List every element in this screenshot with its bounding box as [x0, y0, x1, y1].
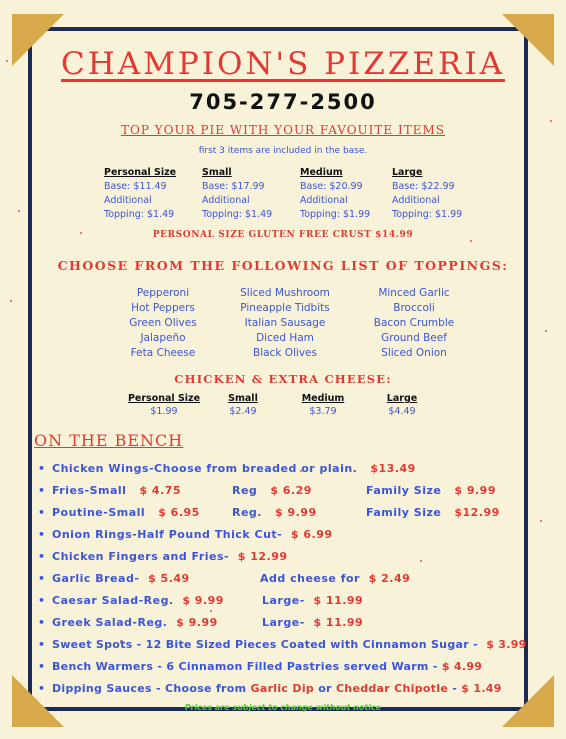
- item-label: Large-: [262, 616, 305, 629]
- item-price: $ 9.99: [454, 484, 496, 497]
- size-column-medium: [300, 166, 370, 222]
- fries-regular: [232, 484, 312, 497]
- chicken-size-price: $2.49: [229, 406, 257, 417]
- bullet-icon: •: [38, 484, 46, 497]
- bench-item-onion-rings: [38, 528, 333, 541]
- item-price: $ 6.95: [158, 506, 200, 519]
- item-price: $ 4.75: [139, 484, 182, 497]
- bench-item-dipping-sauces: [38, 682, 502, 695]
- bench-item-greek-salad: [38, 616, 218, 629]
- bench-item-poutine: [38, 506, 200, 519]
- item-price: $ 11.99: [313, 616, 364, 629]
- size-base-price: Base: $17.99: [202, 181, 265, 192]
- item-label: Reg: [232, 484, 258, 497]
- chicken-size-price: $3.79: [309, 406, 337, 417]
- bench-item-chicken-fingers: [38, 550, 288, 563]
- item-label: or: [318, 682, 332, 695]
- item-price: $ 9.99: [182, 594, 224, 607]
- topping-item: Sliced Onion: [381, 347, 447, 359]
- poutine-regular: [232, 506, 317, 519]
- bullet-icon: •: [38, 616, 46, 629]
- item-label: Chicken Fingers and Fries-: [52, 550, 230, 563]
- toppings-heading: CHOOSE FROM THE FOLLOWING LIST OF TOPPINGS:: [57, 258, 509, 273]
- item-price: $ 6.29: [270, 484, 312, 497]
- size-base-price: Base: $22.99: [392, 181, 455, 192]
- size-column-small: [202, 166, 272, 222]
- item-price: $ 4.99: [441, 660, 483, 673]
- topping-item: Hot Peppers: [131, 302, 195, 314]
- bullet-icon: •: [38, 528, 46, 541]
- size-topping-label: Additional: [300, 195, 348, 206]
- size-topping-price: Topping: $1.49: [202, 209, 273, 220]
- bench-item-sweet-spots: [38, 638, 527, 651]
- size-topping-price: Topping: $1.99: [300, 209, 371, 220]
- chicken-size-name: Small: [228, 393, 258, 404]
- item-price: $13.49: [370, 462, 416, 475]
- item-price: $ 3.99: [486, 638, 527, 651]
- topping-item: Minced Garlic: [378, 287, 450, 299]
- item-label: Dipping Sauces - Choose from: [52, 682, 247, 695]
- item-price: $ 9.99: [274, 506, 317, 519]
- bench-heading: ON THE BENCH: [34, 431, 184, 450]
- item-price: $ 5.49: [148, 572, 190, 585]
- item-label: -: [452, 682, 458, 695]
- size-column-large: [392, 166, 462, 222]
- size-topping-price: Topping: $1.49: [104, 209, 175, 220]
- topping-item: Diced Ham: [256, 332, 314, 344]
- bench-item-caesar-salad: [38, 594, 224, 607]
- chicken-size-price: $4.49: [388, 406, 416, 417]
- item-label: Chicken Wings-Choose from breaded or plain.: [52, 462, 358, 475]
- item-price: $ 1.49: [461, 682, 502, 695]
- bullet-icon: •: [38, 506, 46, 519]
- bullet-icon: •: [38, 462, 46, 475]
- topping-item: Pepperoni: [136, 287, 190, 299]
- item-label: Family Size: [366, 506, 442, 519]
- chicken-size-name: Personal Size: [127, 393, 201, 404]
- item-price: $ 9.99: [176, 616, 218, 629]
- bench-item-fries: [38, 484, 181, 497]
- sauce-option: Cheddar Chipotle: [335, 682, 449, 695]
- size-topping-price: Topping: $1.99: [392, 209, 463, 220]
- topping-item: Jalapeño: [140, 332, 186, 344]
- chicken-size-name: Medium: [301, 393, 345, 404]
- sauce-option: Garlic Dip: [250, 682, 315, 695]
- chicken-price-large: [380, 392, 424, 418]
- chicken-price-personal: [124, 392, 204, 418]
- base-note: first 3 items are included in the base.: [198, 146, 368, 156]
- item-price: $ 2.49: [368, 572, 411, 585]
- bullet-icon: •: [38, 550, 46, 563]
- bench-item-garlic-bread: [38, 572, 190, 585]
- chicken-size-name: Large: [386, 393, 418, 404]
- item-label: Sweet Spots - 12 Bite Sized Pieces Coated with Cinnamon Sugar -: [52, 638, 478, 651]
- toppings-column-3: [362, 286, 466, 361]
- item-label: Onion Rings-Half Pound Thick Cut-: [52, 528, 283, 541]
- topping-item: Bacon Crumble: [373, 317, 455, 329]
- topping-item: Sliced Mushroom: [240, 287, 330, 299]
- bench-item-bench-warmers: [38, 660, 482, 673]
- item-label: Large-: [262, 594, 305, 607]
- poutine-family: [366, 506, 500, 519]
- gluten-free-crust: PERSONAL SIZE GLUTEN FREE CRUST $14.99: [152, 230, 414, 240]
- toppings-subtitle: TOP YOUR PIE WITH YOUR FAVOUITE ITEMS: [120, 123, 445, 137]
- size-topping-label: Additional: [392, 195, 440, 206]
- topping-item: Broccoli: [393, 302, 435, 314]
- toppings-column-1: [112, 286, 214, 361]
- size-base-price: Base: $20.99: [300, 181, 363, 192]
- size-column-personal: [104, 166, 176, 222]
- bullet-icon: •: [38, 682, 46, 695]
- bullet-icon: •: [38, 660, 46, 673]
- topping-item: Feta Cheese: [130, 347, 196, 359]
- size-name: Small: [202, 167, 232, 178]
- item-label: Bench Warmers - 6 Cinnamon Filled Pastries served Warm -: [52, 660, 438, 673]
- size-name: Personal Size: [104, 167, 177, 178]
- item-label: Greek Salad-Reg.: [52, 616, 168, 629]
- size-name: Large: [392, 167, 423, 178]
- item-label: Poutine-Small: [52, 506, 146, 519]
- chicken-price-small: [218, 392, 268, 418]
- size-base-price: Base: $11.49: [104, 181, 167, 192]
- item-label: Caesar Salad-Reg.: [52, 594, 174, 607]
- size-topping-label: Additional: [202, 195, 250, 206]
- chicken-price-medium: [298, 392, 348, 418]
- bullet-icon: •: [38, 572, 46, 585]
- size-name: Medium: [300, 167, 343, 178]
- toppings-column-2: [224, 286, 346, 361]
- bullet-icon: •: [38, 594, 46, 607]
- caesar-salad-large: [262, 594, 363, 607]
- bench-item-wings: [38, 462, 416, 475]
- item-label: Family Size: [366, 484, 442, 497]
- topping-item: Black Olives: [253, 347, 317, 359]
- bullet-icon: •: [38, 638, 46, 651]
- topping-item: Pineapple Tidbits: [240, 302, 330, 314]
- topping-item: Italian Sausage: [244, 317, 326, 329]
- price-disclaimer: Prices are subject to change without notice: [184, 703, 382, 712]
- garlic-bread-cheese: [260, 572, 410, 585]
- item-price: $ 11.99: [313, 594, 364, 607]
- item-label: Fries-Small: [52, 484, 127, 497]
- size-topping-label: Additional: [104, 195, 152, 206]
- item-price: $ 12.99: [237, 550, 288, 563]
- phone-number: 705-277-2500: [189, 90, 377, 114]
- chicken-cheese-heading: CHICKEN & EXTRA CHEESE:: [174, 372, 392, 386]
- item-price: $12.99: [454, 506, 500, 519]
- restaurant-title: CHAMPION'S PIZZERIA: [61, 46, 505, 82]
- greek-salad-large: [262, 616, 363, 629]
- topping-item: Ground Beef: [381, 332, 447, 344]
- fries-family: [366, 484, 496, 497]
- item-label: Garlic Bread-: [52, 572, 140, 585]
- item-price: $ 6.99: [290, 528, 333, 541]
- corner-ornament-bottom-right: [502, 675, 554, 727]
- item-label: Add cheese for: [260, 572, 360, 585]
- topping-item: Green Olives: [129, 317, 197, 329]
- chicken-size-price: $1.99: [150, 406, 178, 417]
- item-label: Reg.: [232, 506, 262, 519]
